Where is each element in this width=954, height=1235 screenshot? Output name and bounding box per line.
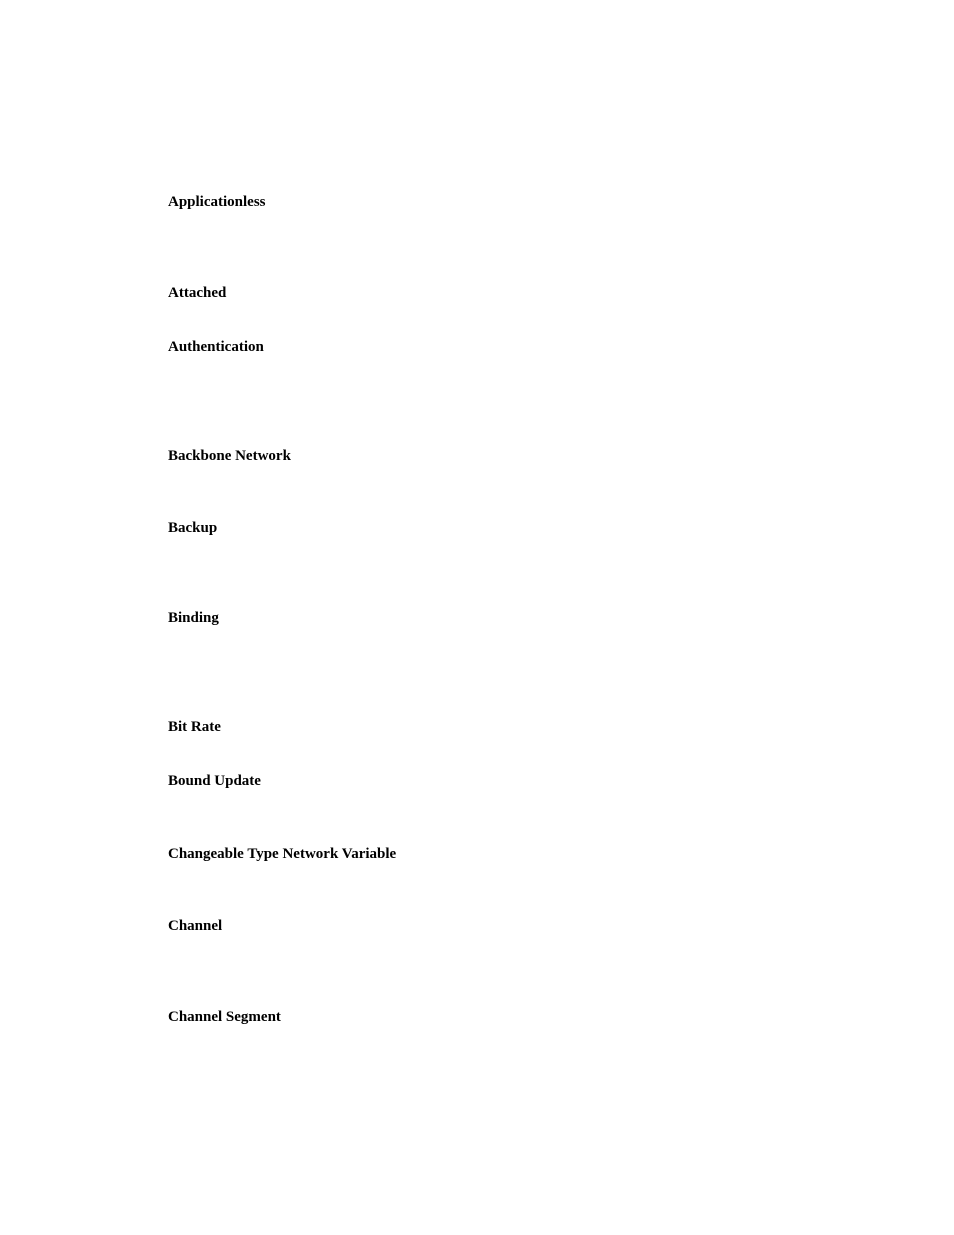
glossary-term-bit-rate: Bit Rate xyxy=(168,719,221,735)
glossary-term-binding: Binding xyxy=(168,610,219,626)
glossary-term-changeable-type-network-variable: Changeable Type Network Variable xyxy=(168,846,397,862)
glossary-term-applicationless: Applicationless xyxy=(168,194,266,210)
glossary-term-backup: Backup xyxy=(168,520,218,536)
glossary-term-bound-update: Bound Update xyxy=(168,773,261,789)
glossary-term-channel-segment: Channel Segment xyxy=(168,1009,281,1025)
glossary-term-backbone-network: Backbone Network xyxy=(168,448,291,464)
glossary-term-authentication: Authentication xyxy=(168,339,264,355)
glossary-term-attached: Attached xyxy=(168,285,227,301)
glossary-term-channel: Channel xyxy=(168,918,223,934)
